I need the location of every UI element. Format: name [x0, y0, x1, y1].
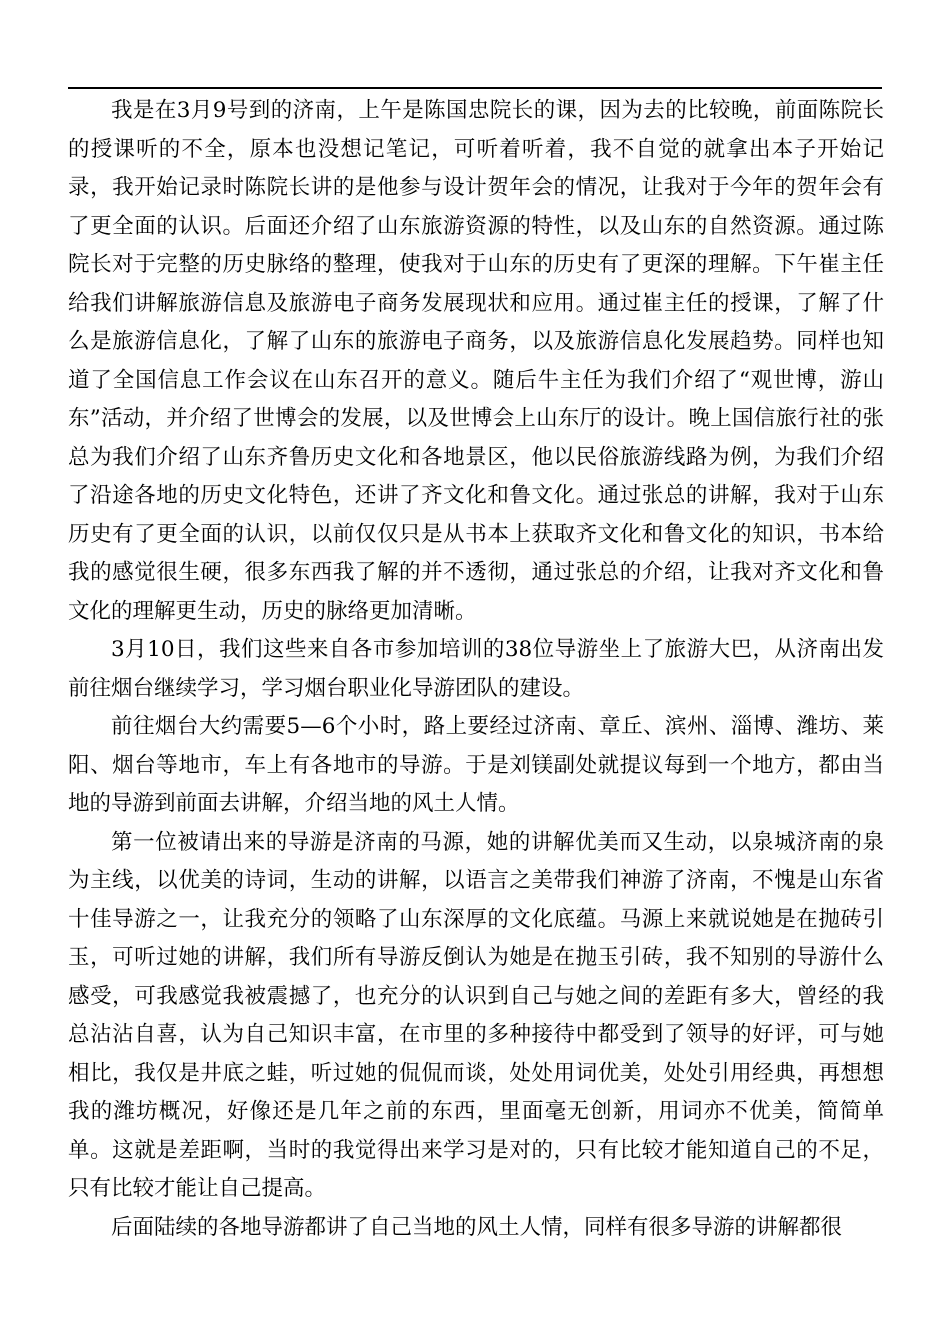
paragraph-3: 前往烟台大约需要5—6个小时，路上要经过济南、章丘、滨州、淄博、潍坊、莱阳、烟台等地市，车上有各地市的导游。于是刘镁副处就提议每到一个地方，都由当地的导游到前面去讲解，介绍当地的风土人情。 [68, 714, 884, 816]
paragraph-2: 3月10日，我们这些来自各市参加培训的38位导游坐上了旅游大巴，从济南出发前往烟台继续学习，学习烟台职业化导游团队的建设。 [68, 637, 884, 701]
header-rule [68, 87, 882, 89]
paragraph-4: 第一位被请出来的导游是济南的马源，她的讲解优美而又生动，以泉城济南的泉为主线，以优美的诗词，生动的讲解，以语言之美带我们神游了济南，不愧是山东省十佳导游之一，让我充分的领略了山东深厚的文化底蕴。马源上来就说她是在抛砖引玉，可听过她的讲解，我们所有导游反倒认为她是在抛玉引砖，我不知别的导游什么感受，可我感觉我被震撼了，也充分的认识到自己与她之间的差距有多大，曾经的我总沾沾自喜，认为自己知识丰富，在市里的多种接待中都受到了领导的好评，可与她相比，我仅是井底之蛙，听过她的侃侃而谈，处处用词优美，处处引用经典，再想想我的潍坊概况，好像还是几年之前的东西，里面毫无创新，用词亦不优美，简简单单。这就是差距啊，当时的我觉得出来学习是对的，只有比较才能知道自己的不足，只有比较才能让自己提高。 [68, 829, 884, 1201]
paragraph-5: 后面陆续的各地导游都讲了自己当地的风土人情，同样有很多导游的讲解都很 [111, 1214, 843, 1240]
document-body [68, 92, 884, 1247]
paragraph-1: 我是在3月9号到的济南，上午是陈国忠院长的课，因为去的比较晚，前面陈院长的授课听的不全，原本也没想记笔记，可听着听着，我不自觉的就拿出本子开始记录，我开始记录时陈院长讲的是他参与设计贺年会的情况，让我对于今年的贺年会有了更全面的认识。后面还介绍了山东旅游资源的特性，以及山东的自然资源。通过陈院长对于完整的历史脉络的整理，使我对于山东的历史有了更深的理解。下午崔主任给我们讲解旅游信息及旅游电子商务发展现状和应用。通过崔主任的授课，了解了什么是旅游信息化，了解了山东的旅游电子商务，以及旅游信息化发展趋势。同样也知道了全国信息工作会议在山东召开的意义。随后牛主任为我们介绍了“观世博，游山东”活动，并介绍了世博会的发展，以及世博会上山东厅的设计。晚上国信旅行社的张总为我们介绍了山东齐鲁历史文化和各地景区，他以民俗旅游线路为例，为我们介绍了沿途各地的历史文化特色，还讲了齐文化和鲁文化。通过张总的讲解，我对于山东历史有了更全面的认识，以前仅仅只是从书本上获取齐文化和鲁文化的知识，书本给我的感觉很生硬，很多东西我了解的并不透彻，通过张总的介绍，让我对齐文化和鲁文化的理解更生动，历史的脉络更加清晰。 [68, 98, 884, 624]
